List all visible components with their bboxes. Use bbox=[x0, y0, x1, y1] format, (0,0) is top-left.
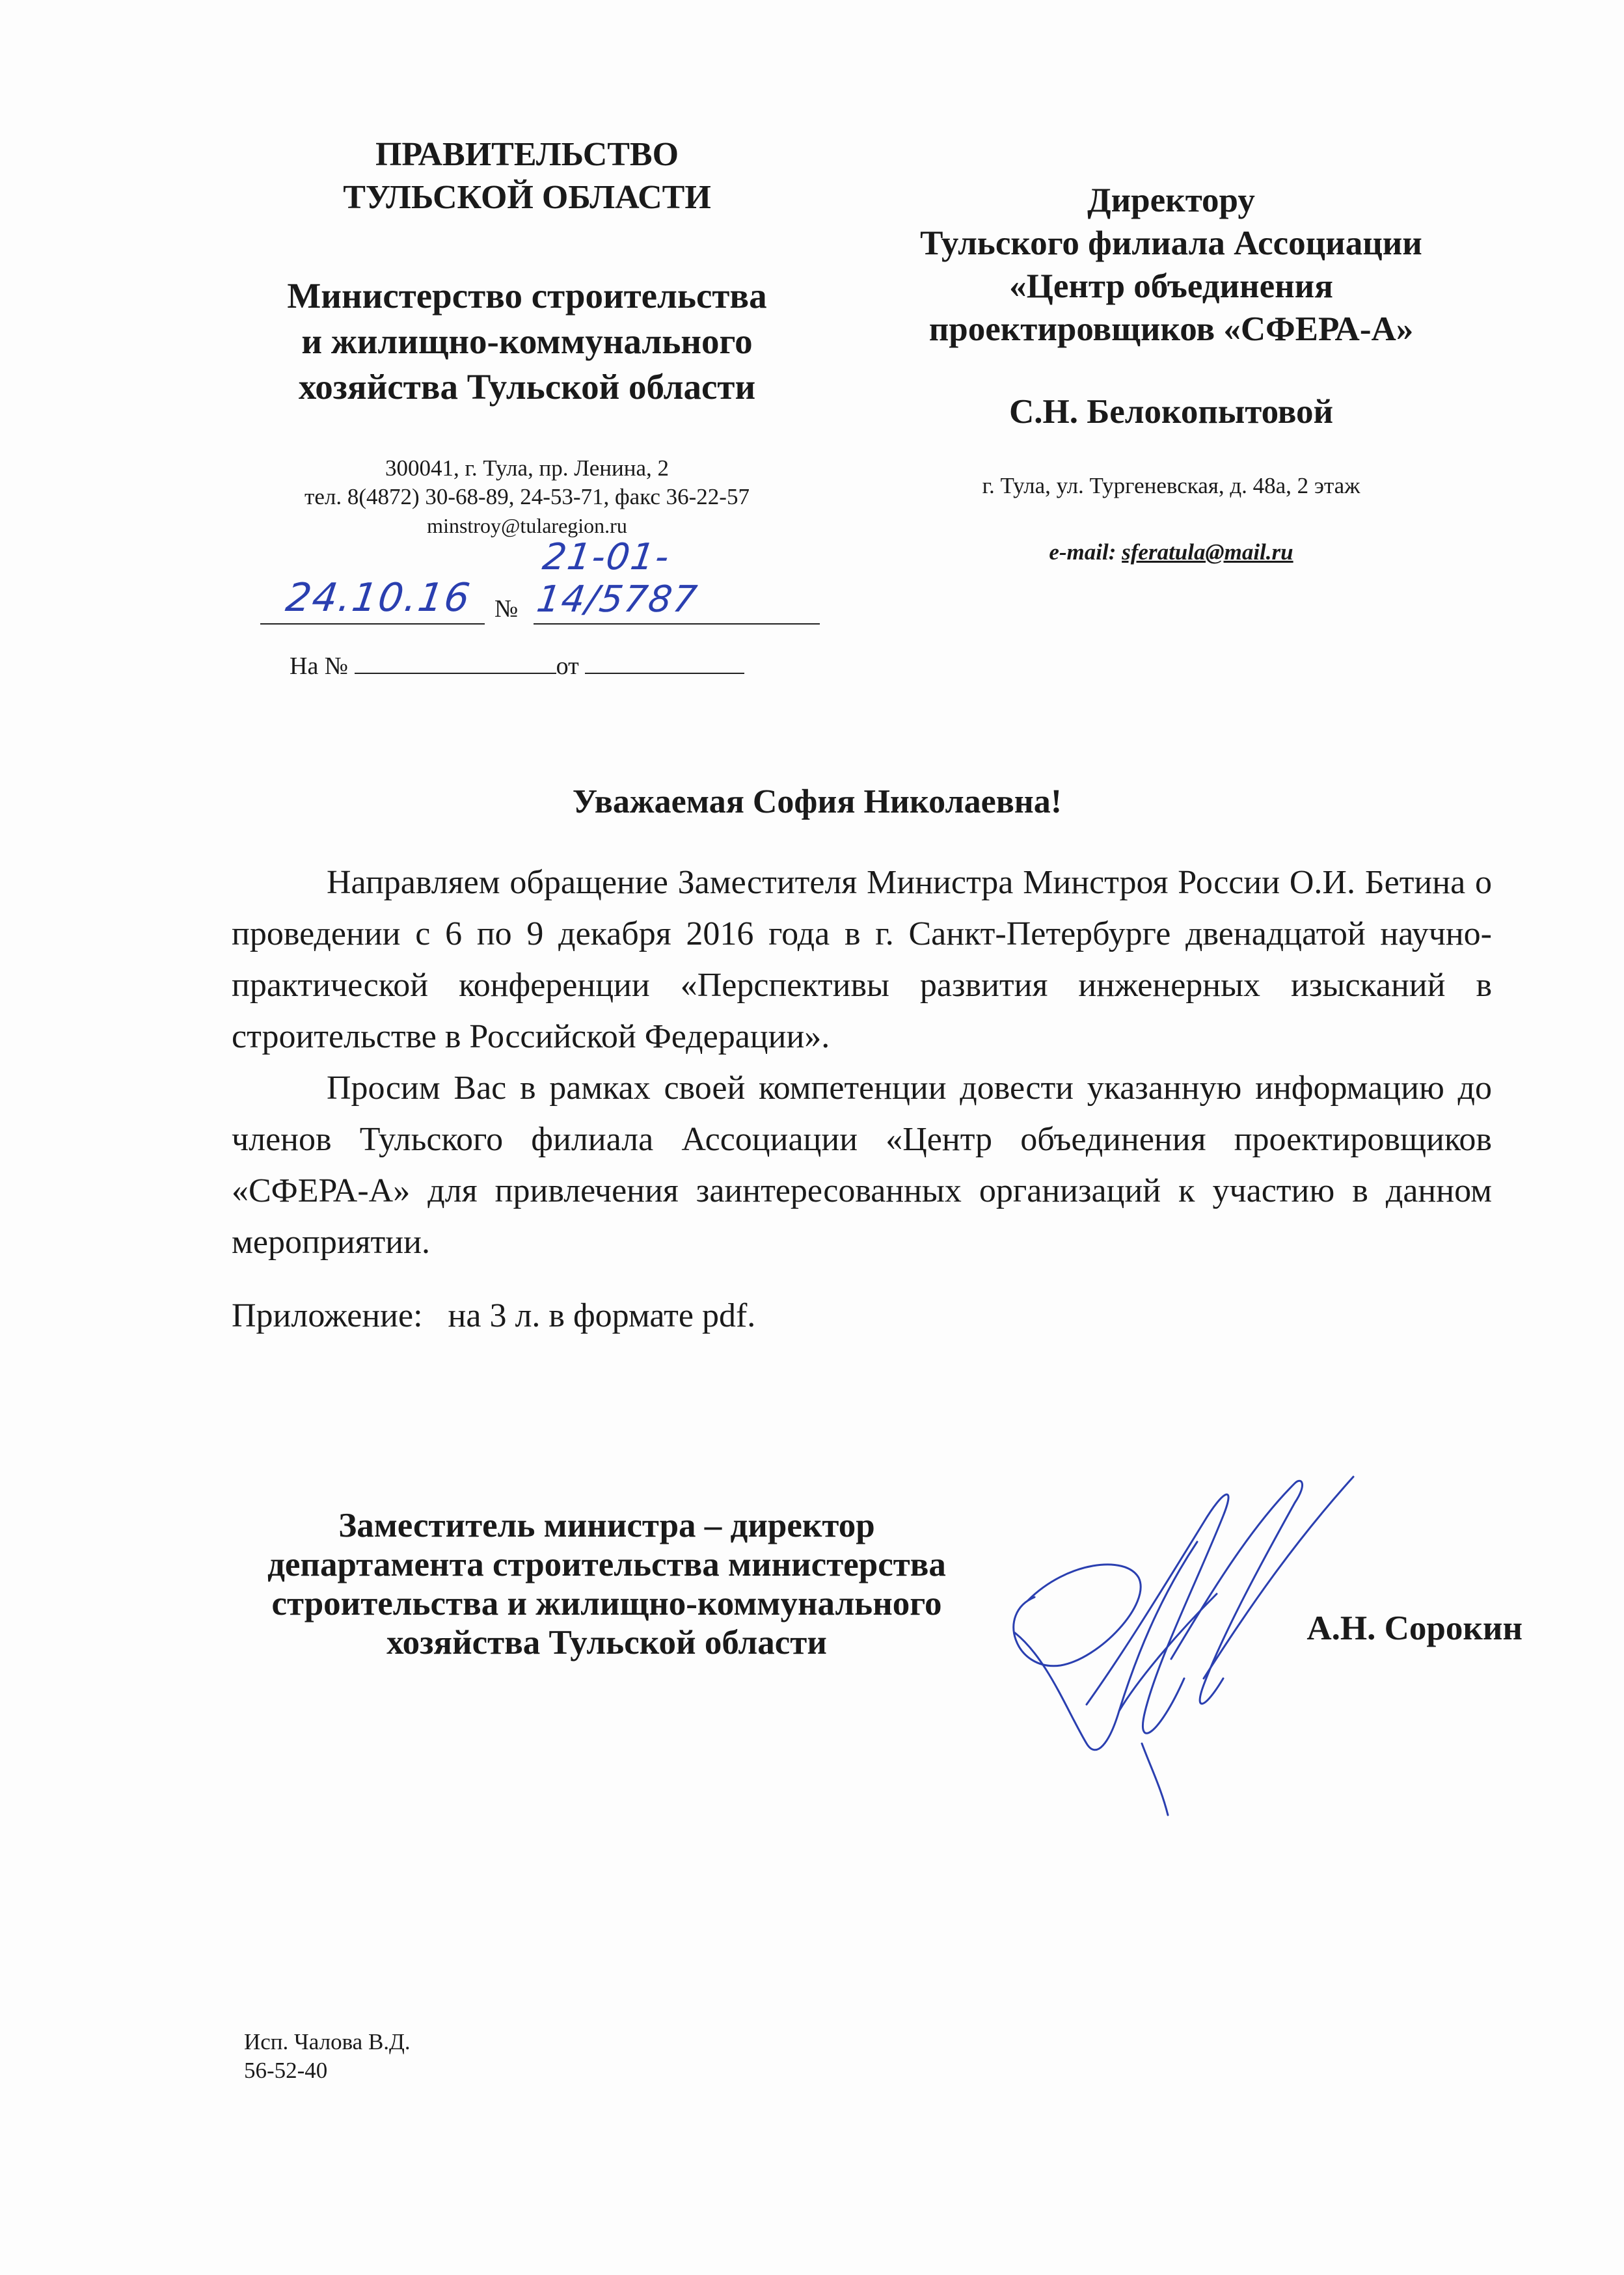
signer-name: А.Н. Сорокин bbox=[1306, 1609, 1522, 1647]
ministry-name bbox=[189, 273, 865, 410]
registration-date: 24.10.16 bbox=[283, 575, 474, 621]
government-line: ТУЛЬСКОЙ ОБЛАСТИ bbox=[343, 179, 711, 216]
signer-title-line: департамента строительства министерства bbox=[267, 1546, 946, 1583]
email-label: e-mail: bbox=[1049, 539, 1122, 565]
government-line: ПРАВИТЕЛЬСТВО bbox=[375, 136, 679, 173]
signer-title-line: Заместитель министра – директор bbox=[338, 1507, 875, 1544]
ministry-line: и жилищно-коммунального bbox=[301, 321, 753, 361]
executor-phone: 56-52-40 bbox=[244, 2058, 328, 2083]
registration-number: 21-01-14/5787 bbox=[534, 536, 701, 621]
signer-title bbox=[231, 1506, 982, 1662]
addressee-name: С.Н. Белокопытовой bbox=[1008, 393, 1334, 431]
signer-title-line: хозяйства Тульской области bbox=[386, 1624, 827, 1662]
salutation: Уважаемая София Николаевна! bbox=[572, 783, 1062, 820]
reply-date-blank bbox=[585, 651, 744, 674]
sender-phone: тел. 8(4872) 30-68-89, 24-53-71, факс 36-22-57 bbox=[304, 484, 750, 509]
registration-number-field bbox=[534, 536, 820, 625]
executor-name: Исп. Чалова В.Д. bbox=[244, 2029, 411, 2054]
addressee-line: Директору bbox=[1087, 182, 1255, 219]
government-header bbox=[189, 133, 865, 219]
reply-from-label: от bbox=[556, 653, 579, 680]
number-sign: № bbox=[494, 595, 519, 623]
ministry-line: хозяйства Тульской области bbox=[298, 367, 756, 407]
registration-date-field bbox=[260, 565, 485, 625]
addressee-line: проектировщиков «СФЕРА-А» bbox=[928, 310, 1414, 348]
attachment-note: Приложение: на 3 л. в формате pdf. bbox=[232, 1297, 756, 1334]
signer-title-line: строительства и жилищно-коммунального bbox=[271, 1585, 942, 1622]
reply-number-label: На № bbox=[290, 653, 349, 680]
addressee-block bbox=[865, 179, 1477, 351]
addressee-address: г. Тула, ул. Тургеневская, д. 48а, 2 этаж bbox=[982, 473, 1360, 498]
letter-body bbox=[232, 857, 1492, 1268]
executor-info bbox=[244, 2028, 569, 2085]
body-paragraph: Просим Вас в рамках своей компетенции довести указанную информацию до членов Тульского филиала Ассоциации «Центр объединения проектировщиков «СФЕРА-А» для привлечения заинтересованных организаций к участию в данном мероприятии. bbox=[232, 1070, 1492, 1261]
sender-address: 300041, г. Тула, пр. Ленина, 2 bbox=[385, 455, 669, 481]
ministry-line: Министерство строительства bbox=[287, 276, 767, 316]
addressee-line: Тульского филиала Ассоциации bbox=[920, 224, 1422, 262]
email-link[interactable]: sferatula@mail.ru bbox=[1122, 539, 1293, 565]
reply-number-blank bbox=[355, 651, 556, 674]
addressee-email bbox=[865, 538, 1477, 567]
registration-line bbox=[260, 536, 820, 625]
body-paragraph: Направляем обращение Заместителя Министра Минстроя России О.И. Бетина о проведении с 6 по 9 декабря 2016 года в г. Санкт-Петербурге двенадцатой научно-практической конференции «Перспективы развития инженерных изысканий в строительстве в Российской Федерации». bbox=[232, 864, 1492, 1055]
reply-reference-line bbox=[290, 651, 765, 682]
addressee-line: «Центр объединения bbox=[1009, 267, 1333, 305]
sender-email: minstroy@tularegion.ru bbox=[427, 514, 627, 537]
sender-contacts bbox=[189, 454, 865, 540]
